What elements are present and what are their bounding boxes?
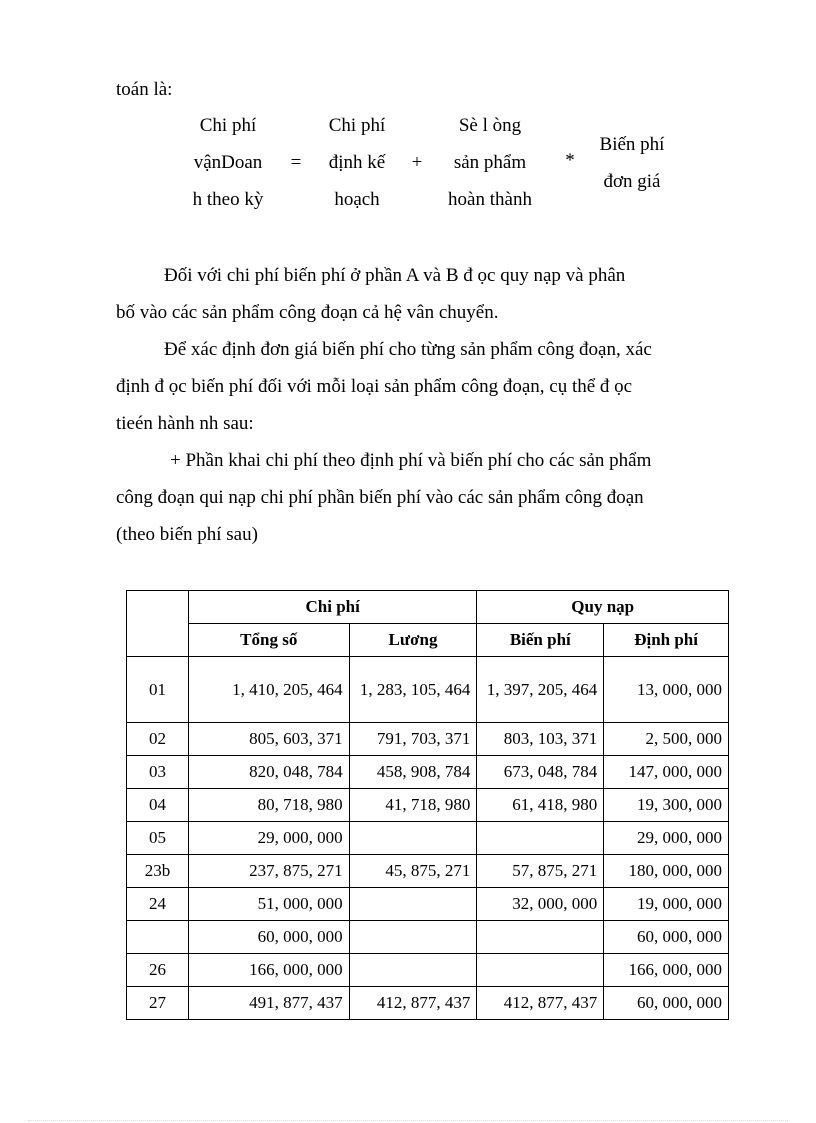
cell-fixed: 13, 000, 000 [604,657,729,723]
paragraph-2-line-2: định đ ọc biến phí đối với mỗi loại sản phẩm công đoạn, cụ thể đ ọc [116,376,633,397]
cell-total: 29, 000, 000 [188,822,349,855]
cell-variable [477,822,604,855]
cell-code: 27 [127,987,189,1020]
table-row [127,822,729,855]
cell-variable [477,921,604,954]
formula-term-1-line-1: Chi phí [199,115,257,136]
paragraph-3-line-2: công đoạn qui nạp chi phí phần biến phí vào các sản phẩm công đoạn [116,487,644,508]
table-row [127,987,729,1020]
formula-equals: = [290,152,302,173]
cell-variable: 412, 877, 437 [477,987,604,1020]
cell-variable: 57, 875, 271 [477,855,604,888]
table-row [127,657,729,723]
cell-salary: 412, 877, 437 [349,987,477,1020]
cell-total: 237, 875, 271 [188,855,349,888]
paragraph-1-line-2: bố vào các sản phẩm công đoạn cả hệ vân chuyển. [116,302,499,323]
table-row [127,756,729,789]
table-header-allocation: Quy nạp [477,591,729,624]
paragraph-3-line-1: + Phần khai chi phí theo định phí và biến phí cho các sản phẩm [170,450,652,471]
cell-total: 1, 410, 205, 464 [188,657,349,723]
cell-variable [477,954,604,987]
cell-fixed: 60, 000, 000 [604,921,729,954]
table-row [127,921,729,954]
cell-code: 26 [127,954,189,987]
cell-fixed: 147, 000, 000 [604,756,729,789]
cell-variable: 1, 397, 205, 464 [477,657,604,723]
table-row [127,888,729,921]
cell-code: 03 [127,756,189,789]
cell-salary [349,921,477,954]
page-bottom-divider [28,1120,788,1121]
paragraph-2-line-1: Để xác định đơn giá biến phí cho từng sản phẩm công đoạn, xác [164,339,652,360]
formula-term-2-line-3: hoạch [334,189,380,210]
cell-code: 24 [127,888,189,921]
table-header-variable: Biến phí [477,624,604,657]
paragraph-3-line-3: (theo biến phí sau) [116,524,258,545]
table-sub-header-row [127,624,729,657]
cell-fixed: 166, 000, 000 [604,954,729,987]
formula-term-2-line-2: định kế [328,152,386,173]
cell-code: 04 [127,789,189,822]
cell-total: 60, 000, 000 [188,921,349,954]
cell-code: 02 [127,723,189,756]
table-group-header-row [127,591,729,624]
formula-term-3-line-3: hoàn thành [448,189,532,210]
table-row [127,723,729,756]
cell-variable: 673, 048, 784 [477,756,604,789]
paragraph-2-line-3: tieén hành nh sau: [116,413,254,434]
cell-fixed: 19, 000, 000 [604,888,729,921]
cell-variable: 32, 000, 000 [477,888,604,921]
formula-term-1-line-2: vậnDoan [193,152,263,173]
cell-salary [349,822,477,855]
formula-term-3-line-1: Sè l òng [458,115,522,136]
cell-code: 01 [127,657,189,723]
formula-term-4-line-2: đơn giá [603,171,661,192]
cell-total: 80, 718, 980 [188,789,349,822]
table-row [127,789,729,822]
cell-total: 166, 000, 000 [188,954,349,987]
cell-salary: 1, 283, 105, 464 [349,657,477,723]
cell-code [127,921,189,954]
formula-times: * [565,150,575,171]
cell-fixed: 19, 300, 000 [604,789,729,822]
cell-total: 805, 603, 371 [188,723,349,756]
cell-fixed: 60, 000, 000 [604,987,729,1020]
cost-allocation-table [126,590,729,1020]
cell-code: 05 [127,822,189,855]
paragraph-3 [116,442,736,553]
cell-salary [349,954,477,987]
formula-term-4-line-1: Biến phí [599,134,665,155]
table-row [127,954,729,987]
cell-fixed: 29, 000, 000 [604,822,729,855]
cell-variable: 61, 418, 980 [477,789,604,822]
cell-code: 23b [127,855,189,888]
formula-term-1-line-3: h theo kỳ [192,189,264,210]
formula-term-2-line-1: Chi phí [328,115,386,136]
cell-fixed: 180, 000, 000 [604,855,729,888]
cell-salary [349,888,477,921]
table-header-code [127,591,189,657]
cell-salary: 791, 703, 371 [349,723,477,756]
paragraph-1-line-1: Đối với chi phí biến phí ở phần A và B đ ọc quy nạp và phân [164,265,626,286]
cell-total: 820, 048, 784 [188,756,349,789]
paragraph-2 [116,331,736,442]
cell-salary: 41, 718, 980 [349,789,477,822]
table-header-total: Tổng số [188,624,349,657]
cell-total: 491, 877, 437 [188,987,349,1020]
paragraph-1 [116,257,736,331]
cell-fixed: 2, 500, 000 [604,723,729,756]
intro-line: toán là: [116,79,173,100]
cell-salary: 45, 875, 271 [349,855,477,888]
formula-plus: + [411,152,423,173]
table-row [127,855,729,888]
table-header-salary: Lương [349,624,477,657]
formula-term-3-line-2: sản phẩm [453,152,527,173]
cell-total: 51, 000, 000 [188,888,349,921]
cell-salary: 458, 908, 784 [349,756,477,789]
table-body [127,657,729,1020]
cell-variable: 803, 103, 371 [477,723,604,756]
table-header-fixed: Định phí [604,624,729,657]
table-header-cost: Chi phí [188,591,477,624]
